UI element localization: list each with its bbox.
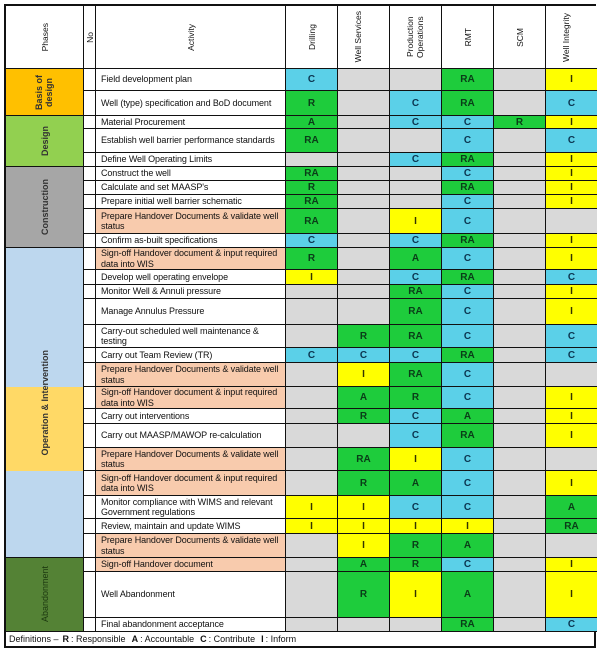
raci-cell-production-operations: RA (390, 299, 442, 325)
raci-cell-well-services (338, 618, 390, 632)
matrix-body (6, 69, 594, 632)
row-number (84, 248, 96, 270)
header-activity (96, 6, 286, 69)
raci-cell-rmt: C (442, 363, 494, 387)
raci-cell-drilling (286, 387, 338, 409)
raci-cell-drilling (286, 471, 338, 496)
raci-cell-drilling (286, 153, 338, 167)
raci-cell-scm (494, 209, 546, 234)
raci-cell-scm (494, 299, 546, 325)
raci-cell-well-services: R (338, 572, 390, 618)
table-row (6, 209, 594, 234)
raci-cell-rmt: C (442, 496, 494, 519)
table-row (6, 387, 594, 409)
raci-cell-rmt: C (442, 167, 494, 181)
raci-cell-well-integrity: I (546, 195, 597, 209)
row-number (84, 209, 96, 234)
raci-cell-scm (494, 325, 546, 348)
header-drilling (286, 6, 338, 69)
raci-cell-production-operations (390, 181, 442, 195)
raci-cell-drilling (286, 285, 338, 299)
raci-cell-drilling: I (286, 270, 338, 285)
raci-cell-well-integrity: I (546, 153, 597, 167)
raci-cell-rmt: RA (442, 91, 494, 116)
table-row (6, 534, 594, 558)
row-number (84, 285, 96, 299)
raci-cell-well-integrity (546, 363, 597, 387)
raci-cell-well-integrity: I (546, 69, 597, 91)
raci-cell-production-operations (390, 618, 442, 632)
header-production-operations (390, 6, 442, 69)
raci-cell-scm (494, 167, 546, 181)
activity-cell: Sign-off Handover document & input required data into WIS (96, 248, 286, 270)
raci-cell-scm (494, 558, 546, 572)
raci-cell-well-integrity: C (546, 348, 597, 363)
row-number (84, 534, 96, 558)
raci-cell-scm (494, 248, 546, 270)
raci-cell-production-operations (390, 69, 442, 91)
activity-cell: Prepare Handover Documents & validate well status (96, 534, 286, 558)
raci-cell-scm (494, 363, 546, 387)
raci-cell-scm (494, 572, 546, 618)
row-number (84, 558, 96, 572)
raci-cell-rmt: C (442, 116, 494, 129)
raci-cell-well-services (338, 116, 390, 129)
raci-cell-production-operations: R (390, 387, 442, 409)
activity-cell: Prepare Handover Documents & validate well status (96, 363, 286, 387)
raci-cell-well-integrity: I (546, 387, 597, 409)
table-row (6, 69, 594, 91)
row-number (84, 234, 96, 248)
raci-cell-well-integrity: C (546, 325, 597, 348)
table-row (6, 270, 594, 285)
raci-cell-drilling: R (286, 181, 338, 195)
raci-cell-well-integrity: I (546, 558, 597, 572)
activity-cell: Sign-off Handover document & input required data into WIS (96, 471, 286, 496)
raci-cell-drilling: C (286, 234, 338, 248)
row-number (84, 181, 96, 195)
row-number (84, 153, 96, 167)
raci-cell-well-services (338, 195, 390, 209)
raci-cell-well-services: R (338, 325, 390, 348)
raci-cell-rmt: C (442, 558, 494, 572)
table-row (6, 409, 594, 424)
raci-cell-well-services (338, 91, 390, 116)
raci-cell-well-integrity (546, 448, 597, 471)
raci-cell-well-services (338, 424, 390, 448)
raci-cell-rmt: RA (442, 348, 494, 363)
raci-cell-drilling: I (286, 519, 338, 534)
table-row (6, 285, 594, 299)
raci-cell-production-operations: R (390, 534, 442, 558)
activity-cell: Carry out interventions (96, 409, 286, 424)
raci-cell-rmt: C (442, 299, 494, 325)
table-row (6, 558, 594, 572)
header-well-integrity-label: Well Integrity (560, 12, 571, 62)
raci-cell-well-services: RA (338, 448, 390, 471)
activity-cell: Carry out Team Review (TR) (96, 348, 286, 363)
header-no-label: No (84, 31, 95, 43)
raci-cell-well-services (338, 69, 390, 91)
raci-cell-well-services: I (338, 519, 390, 534)
raci-cell-well-integrity: I (546, 299, 597, 325)
raci-cell-drilling: RA (286, 195, 338, 209)
raci-cell-well-integrity: I (546, 285, 597, 299)
row-number (84, 69, 96, 91)
raci-cell-drilling (286, 534, 338, 558)
raci-cell-rmt: C (442, 448, 494, 471)
phase-operation-intervention (6, 248, 84, 558)
phase-label: Construction (39, 179, 50, 235)
raci-cell-rmt: RA (442, 618, 494, 632)
raci-cell-production-operations (390, 129, 442, 153)
raci-cell-well-integrity: I (546, 116, 597, 129)
raci-cell-well-integrity: I (546, 572, 597, 618)
raci-cell-scm (494, 448, 546, 471)
raci-cell-well-integrity: I (546, 167, 597, 181)
raci-cell-rmt: A (442, 534, 494, 558)
raci-cell-well-services (338, 129, 390, 153)
raci-cell-drilling: R (286, 91, 338, 116)
legend-key-c: C (200, 634, 207, 644)
raci-cell-well-services: I (338, 496, 390, 519)
raci-cell-scm (494, 471, 546, 496)
table-row (6, 348, 594, 363)
raci-matrix (4, 4, 596, 648)
table-row (6, 496, 594, 519)
raci-cell-rmt: RA (442, 424, 494, 448)
row-number (84, 387, 96, 409)
header-activity-label: Activity (185, 23, 196, 51)
raci-cell-well-services (338, 285, 390, 299)
raci-cell-rmt: C (442, 285, 494, 299)
phase-construction (6, 167, 84, 248)
raci-cell-scm: R (494, 116, 546, 129)
raci-cell-production-operations: I (390, 572, 442, 618)
header-rmt (442, 6, 494, 69)
header-no (84, 6, 96, 69)
raci-cell-production-operations: C (390, 270, 442, 285)
activity-cell: Prepare initial well barrier schematic (96, 195, 286, 209)
raci-cell-well-services: A (338, 387, 390, 409)
definitions-prefix: Definitions – (9, 634, 59, 644)
raci-cell-rmt: RA (442, 153, 494, 167)
raci-cell-production-operations: C (390, 91, 442, 116)
row-number (84, 496, 96, 519)
header-well-integrity (546, 6, 597, 69)
header-drilling-label: Drilling (306, 24, 317, 50)
table-row (6, 519, 594, 534)
raci-cell-scm (494, 409, 546, 424)
activity-cell: Define Well Operating Limits (96, 153, 286, 167)
activity-cell: Develop well operating envelope (96, 270, 286, 285)
raci-cell-drilling: RA (286, 167, 338, 181)
raci-cell-production-operations: C (390, 153, 442, 167)
raci-cell-well-services (338, 234, 390, 248)
raci-cell-drilling (286, 409, 338, 424)
row-number (84, 167, 96, 181)
row-number (84, 116, 96, 129)
table-row (6, 325, 594, 348)
header-row (6, 6, 594, 69)
activity-cell: Sign-off Handover document (96, 558, 286, 572)
row-number (84, 270, 96, 285)
raci-cell-well-services: C (338, 348, 390, 363)
table-row (6, 153, 594, 167)
raci-cell-scm (494, 195, 546, 209)
table-row (6, 167, 594, 181)
row-number (84, 129, 96, 153)
raci-cell-drilling (286, 424, 338, 448)
raci-cell-well-services (338, 270, 390, 285)
raci-cell-rmt: A (442, 409, 494, 424)
raci-cell-drilling (286, 618, 338, 632)
definitions-legend (6, 632, 594, 646)
raci-cell-rmt: C (442, 387, 494, 409)
raci-cell-drilling (286, 299, 338, 325)
raci-cell-well-integrity: C (546, 91, 597, 116)
raci-cell-scm (494, 270, 546, 285)
raci-cell-scm (494, 496, 546, 519)
table-row (6, 129, 594, 153)
row-number (84, 424, 96, 448)
table-row (6, 618, 594, 632)
raci-cell-drilling: A (286, 116, 338, 129)
table-row (6, 116, 594, 129)
header-rmt-label: RMT (462, 27, 473, 47)
table-row (6, 471, 594, 496)
raci-cell-production-operations: C (390, 348, 442, 363)
raci-cell-scm (494, 181, 546, 195)
raci-cell-well-services: I (338, 534, 390, 558)
raci-cell-drilling (286, 572, 338, 618)
raci-cell-drilling (286, 558, 338, 572)
activity-cell: Calculate and set MAASP's (96, 181, 286, 195)
phase-abandonment (6, 558, 84, 632)
raci-cell-rmt: RA (442, 234, 494, 248)
activity-cell: Construct the well (96, 167, 286, 181)
raci-cell-scm (494, 348, 546, 363)
header-scm (494, 6, 546, 69)
raci-cell-rmt: RA (442, 270, 494, 285)
raci-cell-well-services: R (338, 471, 390, 496)
raci-cell-scm (494, 519, 546, 534)
raci-cell-rmt: C (442, 129, 494, 153)
raci-cell-well-integrity: I (546, 234, 597, 248)
raci-cell-rmt: C (442, 195, 494, 209)
legend-key-r: R (62, 634, 70, 644)
legend-label-inform: : Inform (265, 634, 297, 644)
legend-key-a: A (131, 634, 139, 644)
raci-cell-well-integrity (546, 209, 597, 234)
row-number (84, 195, 96, 209)
activity-cell: Final abandonment acceptance (96, 618, 286, 632)
raci-cell-production-operations: A (390, 471, 442, 496)
raci-cell-drilling (286, 448, 338, 471)
activity-cell: Review, maintain and update WIMS (96, 519, 286, 534)
raci-cell-scm (494, 129, 546, 153)
raci-cell-scm (494, 69, 546, 91)
activity-cell: Sign-off Handover document & input required data into WIS (96, 387, 286, 409)
raci-cell-production-operations: A (390, 248, 442, 270)
row-number (84, 91, 96, 116)
raci-cell-well-integrity: C (546, 270, 597, 285)
activity-cell: Well Abandonment (96, 572, 286, 618)
table-row (6, 424, 594, 448)
raci-cell-production-operations: RA (390, 363, 442, 387)
raci-cell-rmt: RA (442, 69, 494, 91)
raci-cell-scm (494, 618, 546, 632)
activity-cell: Material Procurement (96, 116, 286, 129)
raci-cell-well-integrity (546, 534, 597, 558)
raci-cell-well-services (338, 181, 390, 195)
activity-cell: Confirm as-built specifications (96, 234, 286, 248)
raci-cell-well-services (338, 167, 390, 181)
raci-cell-scm (494, 387, 546, 409)
row-number (84, 448, 96, 471)
phase-basis-of-design (6, 69, 84, 116)
raci-cell-well-services (338, 299, 390, 325)
raci-cell-production-operations: C (390, 496, 442, 519)
raci-cell-well-services: R (338, 409, 390, 424)
raci-cell-well-integrity: I (546, 424, 597, 448)
raci-cell-well-integrity: I (546, 181, 597, 195)
table-row (6, 181, 594, 195)
header-phases (6, 6, 84, 69)
activity-cell: Monitor Well & Annuli pressure (96, 285, 286, 299)
phase-label: Operation & Intervention (39, 349, 50, 456)
raci-cell-scm (494, 285, 546, 299)
raci-cell-well-integrity: C (546, 618, 597, 632)
raci-cell-drilling: RA (286, 209, 338, 234)
raci-cell-drilling (286, 363, 338, 387)
phase-label: Abandonment (39, 566, 50, 623)
table-row (6, 299, 594, 325)
raci-cell-scm (494, 234, 546, 248)
raci-cell-production-operations: R (390, 558, 442, 572)
raci-cell-drilling: RA (286, 129, 338, 153)
activity-cell: Well (type) specification and BoD document (96, 91, 286, 116)
activity-cell: Prepare Handover Documents & validate well status (96, 448, 286, 471)
raci-cell-production-operations: I (390, 448, 442, 471)
raci-cell-rmt: RA (442, 181, 494, 195)
raci-cell-rmt: C (442, 209, 494, 234)
legend-label-contribute: : Contribute (208, 634, 256, 644)
row-number (84, 409, 96, 424)
raci-cell-production-operations: RA (390, 325, 442, 348)
row-number (84, 299, 96, 325)
raci-cell-well-services (338, 153, 390, 167)
row-number (84, 348, 96, 363)
raci-cell-well-services: A (338, 558, 390, 572)
activity-cell: Carry out MAASP/MAWOP re-calculation (96, 424, 286, 448)
raci-cell-well-integrity: I (546, 248, 597, 270)
header-production-operations-label: Production Operations (404, 16, 425, 58)
table-row (6, 248, 594, 270)
activity-cell: Monitor compliance with WIMS and relevant Government regulations (96, 496, 286, 519)
legend-label-responsible: : Responsible (71, 634, 126, 644)
table-row (6, 234, 594, 248)
row-number (84, 618, 96, 632)
table-row (6, 363, 594, 387)
raci-cell-scm (494, 91, 546, 116)
table-row (6, 195, 594, 209)
header-phases-label: Phases (39, 22, 50, 52)
row-number (84, 572, 96, 618)
raci-cell-scm (494, 424, 546, 448)
raci-cell-production-operations: C (390, 424, 442, 448)
activity-cell: Manage Annulus Pressure (96, 299, 286, 325)
activity-cell: Carry-out scheduled well maintenance & testing (96, 325, 286, 348)
raci-cell-rmt: A (442, 572, 494, 618)
raci-cell-rmt: C (442, 471, 494, 496)
row-number (84, 471, 96, 496)
header-well-services-label: Well Services (352, 11, 363, 63)
raci-cell-production-operations: I (390, 519, 442, 534)
raci-cell-scm (494, 534, 546, 558)
row-number (84, 325, 96, 348)
phase-label: Basis of design (33, 74, 54, 110)
raci-cell-drilling: R (286, 248, 338, 270)
header-well-services (338, 6, 390, 69)
raci-cell-well-integrity: I (546, 409, 597, 424)
raci-cell-rmt: I (442, 519, 494, 534)
table-row (6, 448, 594, 471)
raci-cell-drilling: C (286, 69, 338, 91)
activity-cell: Field development plan (96, 69, 286, 91)
raci-cell-rmt: C (442, 325, 494, 348)
raci-cell-well-integrity: I (546, 471, 597, 496)
row-number (84, 519, 96, 534)
raci-cell-well-services: I (338, 363, 390, 387)
table-row (6, 572, 594, 618)
raci-cell-drilling (286, 325, 338, 348)
row-number (84, 363, 96, 387)
raci-cell-well-integrity: RA (546, 519, 597, 534)
phase-design (6, 116, 84, 167)
raci-cell-rmt: C (442, 248, 494, 270)
legend-label-accountable: : Accountable (140, 634, 195, 644)
raci-cell-production-operations (390, 195, 442, 209)
phase-label: Design (39, 125, 50, 156)
header-scm-label: SCM (514, 27, 525, 47)
table-row (6, 91, 594, 116)
raci-cell-well-integrity: C (546, 129, 597, 153)
raci-cell-well-services (338, 248, 390, 270)
activity-cell: Establish well barrier performance standards (96, 129, 286, 153)
raci-cell-drilling: I (286, 496, 338, 519)
raci-cell-well-integrity: A (546, 496, 597, 519)
activity-cell: Prepare Handover Documents & validate well status (96, 209, 286, 234)
raci-cell-production-operations (390, 167, 442, 181)
raci-cell-drilling: C (286, 348, 338, 363)
raci-cell-production-operations: C (390, 116, 442, 129)
raci-cell-production-operations: I (390, 209, 442, 234)
raci-cell-well-services (338, 209, 390, 234)
raci-cell-production-operations: RA (390, 285, 442, 299)
raci-cell-production-operations: C (390, 234, 442, 248)
raci-cell-production-operations: C (390, 409, 442, 424)
raci-cell-scm (494, 153, 546, 167)
legend-key-i: I (261, 634, 264, 644)
